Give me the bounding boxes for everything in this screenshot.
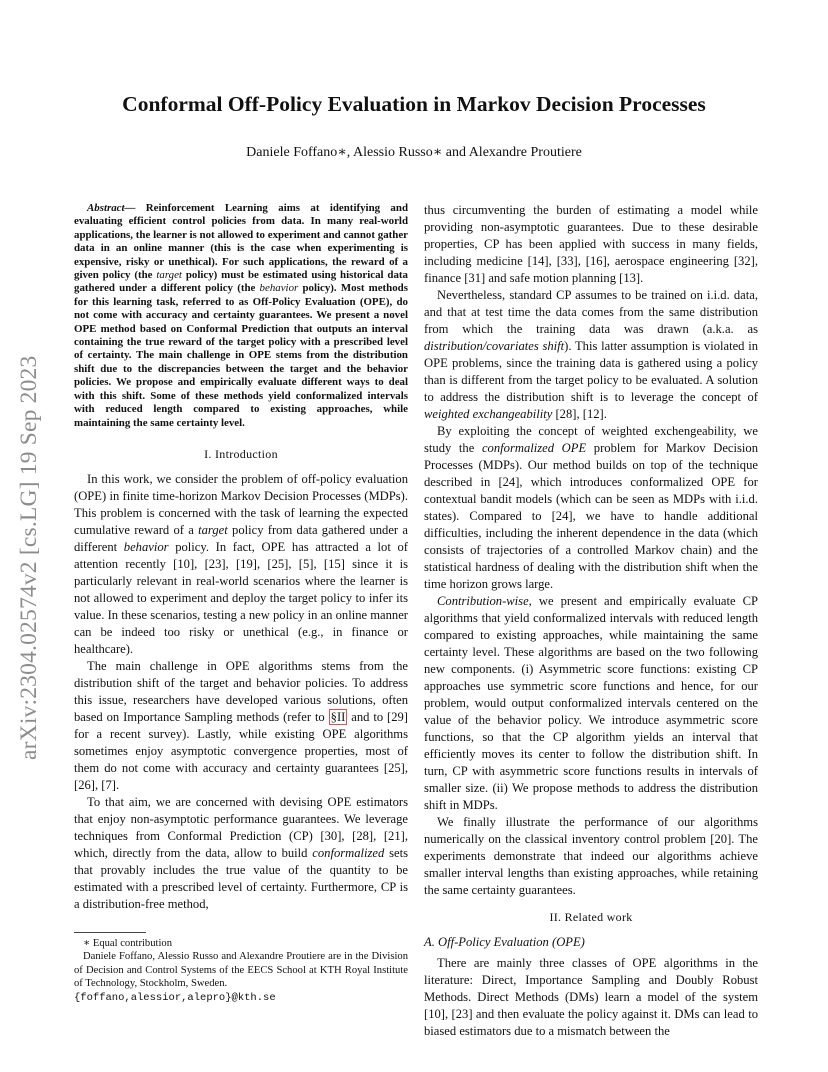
arxiv-identifier: arXiv:2304.02574v2 [cs.LG] 19 Sep 2023 <box>16 355 42 760</box>
paragraph: We finally illustrate the performance of our algorithms numerically on the classical inventory control problem [20]. The experiments demonstrate that indeed our algorithms achieve smaller interval lengths than existing approaches, while retaining the same certainty guarantees. <box>424 815 758 897</box>
section-reference-link[interactable]: §II <box>330 709 346 724</box>
footnote <box>74 932 408 1005</box>
paper-title: Conformal Off-Policy Evaluation in Markov Decision Processes <box>122 92 706 116</box>
paragraph: By exploiting the concept of weighted exchengeability, we study the conformalized OPE problem for Markov Decision Processes (MDPs). Our method builds on top of the technique described in [24], which introduces conformalized OPE for contextual bandit models (which can be seen as MDPs with i.i.d. states). Compared to [24], we have to handle additional difficulties, including the inherent dependence in the data (which consists of trajectories of a controlled Markov chain) and the statistical hardness of dealing with the distribution shift when the time horizon grows large. <box>424 424 759 591</box>
section-heading-introduction: I. Introduction <box>204 446 278 461</box>
abstract: Abstract— Reinforcement Learning aims at identifying and evaluating efficient control policies from data. In many real-world applications, the learner is not allowed to experiment and cannot gather data in an online manner (this is the case when experimenting is expensive, risky or unethical). For such applications, the reward of a given policy (the target policy) must be estimated using historical data gathered under a different policy (the behavior policy). Most methods for this learning task, referred to as Off-Policy Evaluation (OPE), do not come with accuracy and certainty guarantees. We present a novel OPE method based on Conformal Prediction that outputs an interval containing the true reward of the target policy with a prescribed level of certainty. The main challenge in OPE stems from the distribution shift due to the discrepancies between the target and the behavior policies. We propose and empirically evaluate different ways to deal with this shift. Some of these methods yield conformalized intervals with reduced length compared to existing approaches, while maintaining the same certainty level. <box>74 202 408 429</box>
paragraph: Nevertheless, standard CP assumes to be trained on i.i.d. data, and that at test time the data comes from the same distribution from which the training data was drawn (a.k.a. as distribution/covariates shift). This latter assumption is violated in OPE problems, since the training data is gathered using a policy than is different from the target policy to be evaluated. A solution to address the distribution shift is to leverage the concept of weighted exchangeability [28], [12]. <box>424 288 758 421</box>
author-list: Daniele Foffano∗, Alessio Russo∗ and Alexandre Proutiere <box>246 145 582 160</box>
abstract-label: Abstract— <box>87 202 136 214</box>
paragraph: thus circumventing the burden of estimating a model while providing non-asymptotic guarantees. Due to these desirable properties, CP has been applied with success in many fields, including medicine [14], [33], [16], aerospace engineering [32], finance [31] and safe motion planning [13]. <box>424 203 758 285</box>
paragraph: To that aim, we are concerned with devising OPE estimators that enjoy non-asymptotic performance guarantees. We leverage techniques from Conformal Prediction (CP) [30], [28], [21], which, directly from the data, allow to build conformalized sets that provably includes the true value of the quantity to be estimated with a prescribed level of certainty. Furthermore, CP is a distribution-free method, <box>74 794 408 911</box>
subsection-heading: A. Off-Policy Evaluation (OPE) <box>424 935 585 949</box>
footnote-emails: {foffano,alessior,alepro}@kth.se <box>74 991 276 1004</box>
section-heading-related-work: II. Related work <box>549 910 633 924</box>
footnote-affiliation: Daniele Foffano, Alessio Russo and Alexandre Proutiere are in the Division of Decision and Control Systems of the EECS School at KTH Royal Institute of Technology, Stockholm, Sweden. <box>74 951 408 990</box>
paragraph: The main challenge in OPE algorithms stems from the distribution shift of the target and behavior policies. To address this issue, researchers have developed various solutions, often based on Importance Sampling methods (refer to §II and to [29] for a recent survey). Lastly, while existing OPE algorithms sometimes enjoy asymptotic convergence properties, most of them do not come with accuracy and certainty guarantees [25], [26], [7]. <box>74 658 408 792</box>
footnote-equal-contribution: ∗ Equal contribution <box>83 938 172 949</box>
right-column <box>424 202 758 1040</box>
paragraph: In this work, we consider the problem of off-policy evaluation (OPE) in finite time-horizon Markov Decision Processes (MDPs). This problem is concerned with the task of learning the expected cumulative reward of a target policy from data gathered under a different behavior policy. In fact, OPE has attracted a lot of attention recently [10], [23], [19], [25], [5], [15] since it is particularly relevant in real-world scenarios where the learner is not allowed to experiment and deploy the target policy to infer its value. In these scenarios, testing a new policy in an online manner can be indeed too risky or unethical (e.g., in finance or healthcare). <box>74 471 408 656</box>
left-column <box>74 202 408 913</box>
footnote-rule <box>74 932 146 933</box>
paragraph: Contribution-wise, we present and empirically evaluate CP algorithms that yield conformalized intervals with reduced length compared to existing approaches, while maintaining the same certainty level. These algorithms are based on the two following new components. (i) Asymmetric score functions: existing CP approaches use symmetric score functions and hence, for our problem, would output conformalized intervals centered on the value of the behavior policy. We introduce asymmetric score functions, so that the CP algorithm yields an interval that efficiently moves its center to follow the distribution shift. In turn, CP with asymmetric score functions results in intervals of smaller size. (ii) We propose methods to address the distribution shift in MDPs. <box>424 594 758 812</box>
paragraph: There are mainly three classes of OPE algorithms in the literature: Direct, Importance Sampling and Doubly Robust Methods. Direct Methods (DMs) learn a model of the system [10], [23] and then evaluate the policy against it. DMs can lead to biased estimators due to a mismatch between the <box>424 956 758 1038</box>
